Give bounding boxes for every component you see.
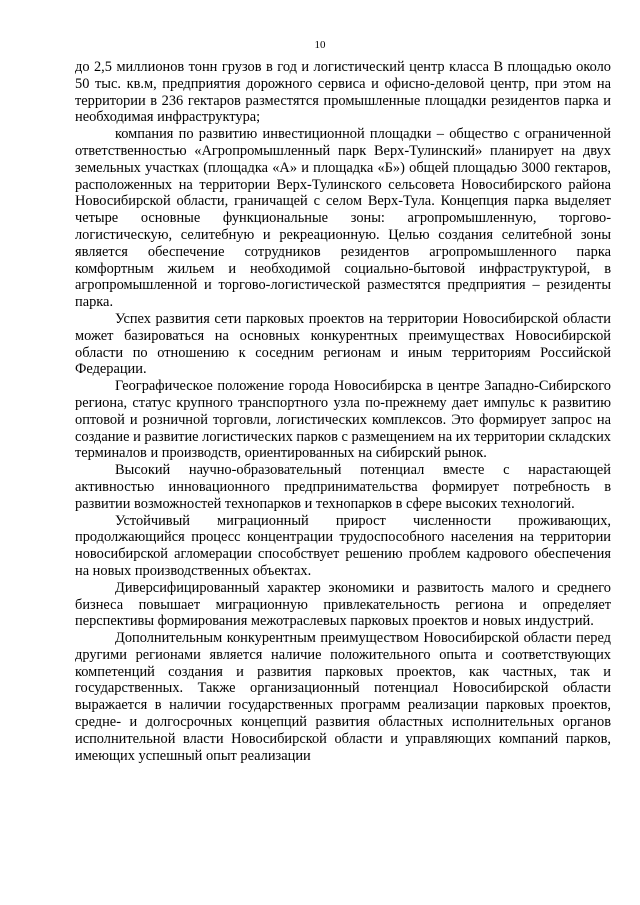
paragraph-scientific-potential: Высокий научно-образовательный потенциал вместе с нарастающей активностью инновационного предпринимательства формирует потребность в развитии возможностей технопарков и технопарков в сфере высоких технологий. [75,462,611,512]
paragraph-migration-growth: Устойчивый миграционный прирост численности проживающих, продолжающийся процесс концентрации трудоспособного населения на территории новосибирской агломерации способствует решению проблем кадрового обеспечения на новых производственных объектах. [75,512,611,579]
page-number: 10 [314,39,326,51]
paragraph-diversified-economy: Диверсифицированный характер экономики и развитость малого и среднего бизнеса повышает миграционную привлекательность региона и определяет перспективы формирования межотраслевых парковых проектов и новых индустрий. [75,579,611,630]
paragraph-geographic-position: Географическое положение города Новосибирска в центре Западно-Сибирского региона, статус крупного транспортного узла по-прежнему дает импульс к развитию оптовой и розничной торговли, логистических комплексов. Это формирует запрос на создание и развитие логистических парков с размещением на их территории складских терминалов и производств, ориентированных на сибирский рынок. [75,378,611,462]
paragraph-agro-park-verkh-tulinsky: компания по развитию инвестиционной площадки – общество с ограниченной ответственностью «Агропромышленный парк Верх-Тулинский» планирует на двух земельных участках (площадка «А» и площадка «Б») общей площадью 3000 гектаров, расположенных на территории Верх-Тулинского сельсовета Новосибирского района Новосибирской области, граничащей с селом Верх-Тула. Концепция парка выделяет четыре основные функциональные зоны: агропромышленную, торгово-логистическую, селитебную и рекреационную. Целью создания селитебной зоны является обеспечение сотрудников резидентов агропромышленного парка комфортным жильем и необходимой социально-бытовой инфраструктурой, в агропромышленной и торгово-логистической разместятся предприятия – резиденты парка. [75,126,611,311]
paragraph-additional-advantage: Дополнительным конкурентным преимуществом Новосибирской области перед другими регионами является наличие положительного опыта и соответствующих компетенций создания и развития парковых проектов, как частных, так и государственных. Также организационный потенциал Новосибирской области выражается в наличии государственных программ реализации парковых проектов, средне- и долгосрочных концепций развития областных исполнительных органов исполнительной власти Новосибирской области и управляющих компаний парков, имеющих успешный опыт реализации [75,630,611,764]
document-body [75,59,611,764]
paragraph-continuation: до 2,5 миллионов тонн грузов в год и логистический центр класса В площадью около 50 тыс. кв.м, предприятия дорожного сервиса и офисно-деловой центр, при этом на территории в 236 гектаров разместятся промышленные площадки резидентов парка и необходимая инфраструктура; [75,59,611,126]
paragraph-park-network-success: Успех развития сети парковых проектов на территории Новосибирской области может базироваться на основных конкурентных преимуществах Новосибирской области по отношению к соседним регионам и иным территориям Российской Федерации. [75,310,611,378]
